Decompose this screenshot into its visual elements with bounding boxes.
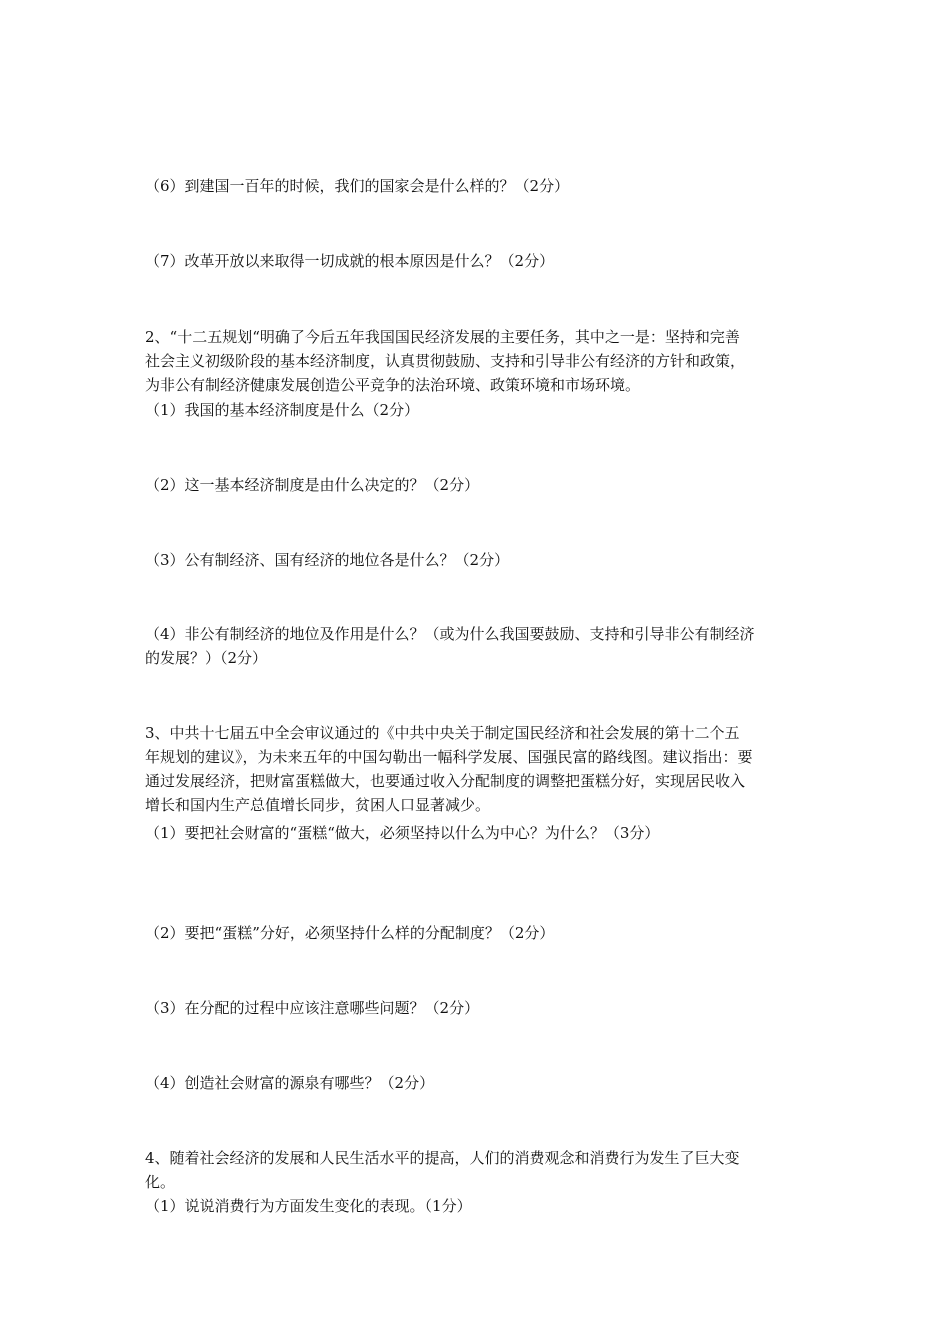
- q3-stem-line: 增长和国内生产总值增长同步，贫困人口显著减少。: [145, 796, 491, 814]
- q2-stem-line: 社会主义初级阶段的基本经济制度，认真贯彻鼓励、支持和引导非公有经济的方针和政策，: [145, 352, 746, 370]
- q3-stem-line: 年规划的建议》，为未来五年的中国勾勒出一幅科学发展、国强民富的路线图。建议指出：要: [145, 748, 753, 766]
- q3-stem-line: 通过发展经济，把财富蛋糕做大，也要通过收入分配制度的调整把蛋糕分好，实现居民收入: [145, 772, 746, 790]
- q2-sub4: [145, 622, 817, 670]
- q2-sub1: （1）我国的基本经济制度是什么（2分）: [145, 401, 420, 419]
- q1-sub7: （7）改革开放以来取得一切成就的根本原因是什么？（2分）: [145, 252, 555, 270]
- q2-sub3: （3）公有制经济、国有经济的地位各是什么？（2分）: [145, 551, 510, 569]
- q1-sub6: （6）到建国一百年的时候，我们的国家会是什么样的？（2分）: [145, 177, 570, 195]
- q4-stem: [145, 1146, 817, 1194]
- q2-stem-line: 2、“十二五规划“明确了今后五年我国国民经济发展的主要任务，其中之一是：坚持和完善: [145, 328, 740, 346]
- q2-stem: [145, 325, 817, 397]
- q3-stem: [145, 721, 817, 817]
- q4-sub1: （1）说说消费行为方面发生变化的表现。（1分）: [145, 1197, 472, 1215]
- q2-sub2: （2）这一基本经济制度是由什么决定的？（2分）: [145, 476, 480, 494]
- q3-stem-line: 3、中共十七届五中全会审议通过的《中共中央关于制定国民经济和社会发展的第十二个五: [145, 724, 740, 742]
- q3-sub1: （1）要把社会财富的“蛋糕“做大，必须坚持以什么为中心？为什么？（3分）: [145, 824, 660, 842]
- q3-sub2: （2）要把“蛋糕”分好，必须坚持什么样的分配制度？（2分）: [145, 924, 555, 942]
- q3-sub3: （3）在分配的过程中应该注意哪些问题？（2分）: [145, 999, 480, 1017]
- q3-sub4: （4）创造社会财富的源泉有哪些？（2分）: [145, 1074, 435, 1092]
- q4-stem-line: 4、随着社会经济的发展和人民生活水平的提高，人们的消费观念和消费行为发生了巨大变: [145, 1149, 740, 1167]
- q2-stem-line: 为非公有制经济健康发展创造公平竞争的法治环境、政策环境和市场环境。: [145, 376, 641, 394]
- q2-sub4-line: （4）非公有制经济的地位及作用是什么？（或为什么我国要鼓励、支持和引导非公有制经济: [145, 625, 755, 643]
- q2-sub4-line: 的发展？）（2分）: [145, 649, 268, 667]
- q4-stem-line: 化。: [145, 1173, 176, 1191]
